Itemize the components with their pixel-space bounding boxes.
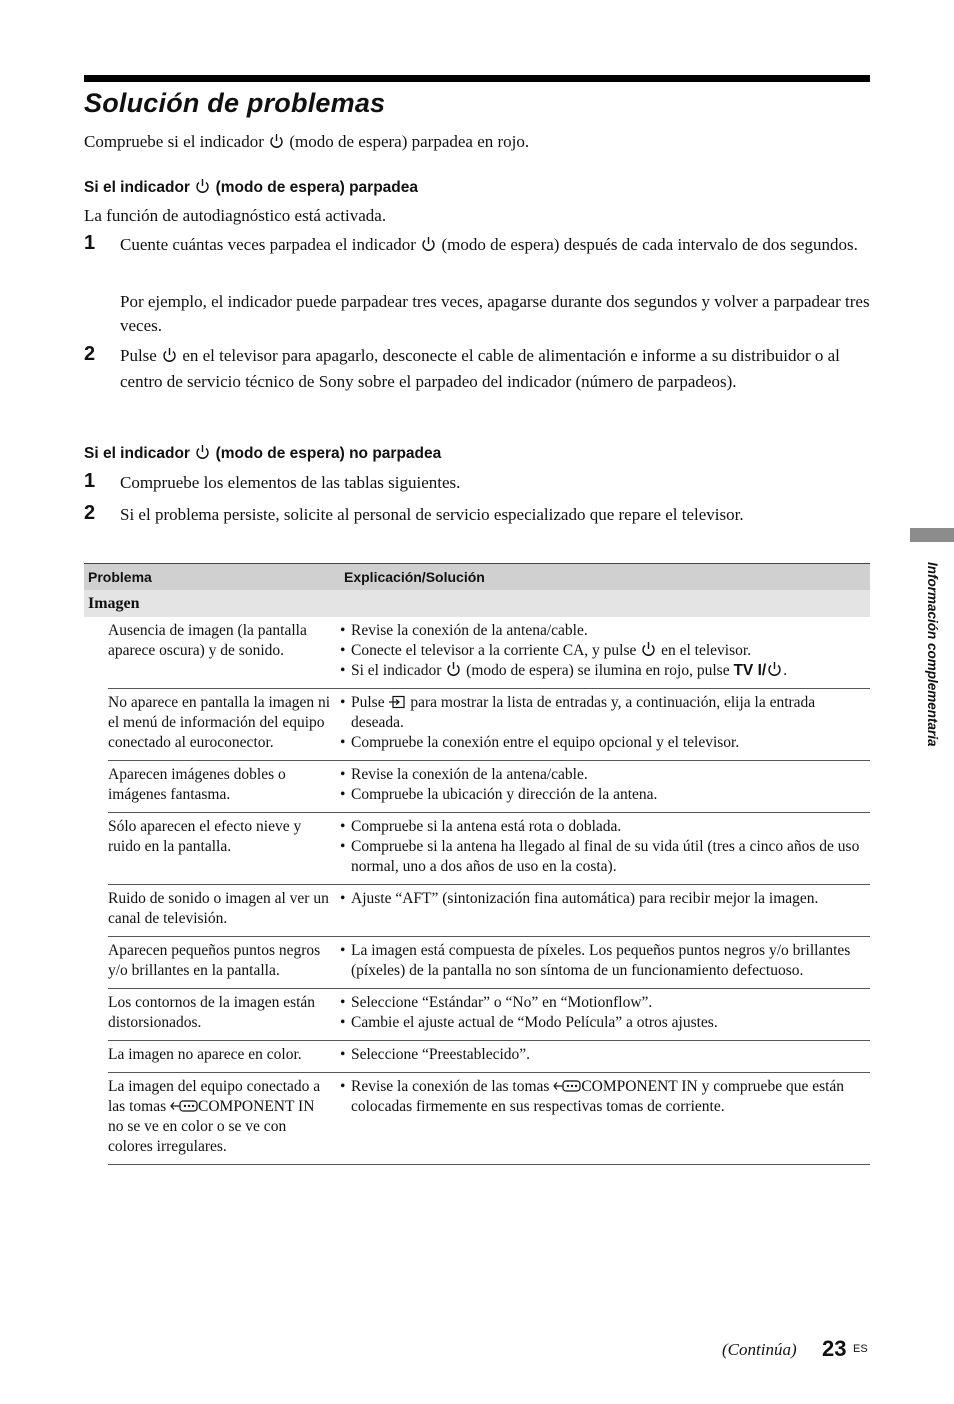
- section2-step2: Si el problema persiste, solicite al personal de servicio especializado que repare el televisor.: [120, 505, 744, 524]
- solution-item: • Compruebe si la antena está rota o doblada.: [340, 817, 870, 837]
- solution-item: • Seleccione “Estándar” o “No” en “Motionflow”.: [340, 993, 870, 1013]
- step-number: 2: [84, 502, 96, 524]
- language-code: ES: [853, 1343, 868, 1355]
- component-jack-icon: [170, 1099, 198, 1113]
- solution-item: • Pulse para mostrar la lista de entradas y, a continuación, elija la entrada deseada.: [340, 693, 870, 733]
- problem-cell: Aparecen imágenes dobles o imágenes fantasma.: [108, 761, 340, 813]
- power-icon: [641, 641, 656, 657]
- solution-item: • Cambie el ajuste actual de “Modo Película” a otros ajustes.: [340, 1013, 870, 1033]
- problem-cell: Sólo aparecen el efecto nieve y ruido en la pantalla.: [108, 813, 340, 885]
- section2-step1: Compruebe los elementos de las tablas siguientes.: [120, 473, 461, 492]
- power-icon: [269, 133, 284, 149]
- problem-cell: La imagen del equipo conectado a las tomas COMPONENT IN no se ve en color o se ve con colores irregulares.: [108, 1073, 340, 1165]
- col-header-problem: Problema: [84, 564, 340, 591]
- solution-item: • Compruebe la ubicación y dirección de la antena.: [340, 785, 870, 805]
- solution-cell: [340, 1041, 870, 1073]
- problem-cell: La imagen no aparece en color.: [108, 1041, 340, 1073]
- section1-lead: La función de autodiagnóstico está activada.: [84, 206, 387, 225]
- solution-item: • Revise la conexión de la antena/cable.: [340, 765, 870, 785]
- table-row: [84, 689, 870, 761]
- solution-item: • Si el indicador (modo de espera) se ilumina en rojo, pulse TV I/ .: [340, 661, 870, 681]
- page-number: 23: [822, 1336, 847, 1361]
- section-tab-marker: [910, 528, 954, 542]
- table-row: [84, 761, 870, 813]
- table-row: [84, 937, 870, 989]
- solution-item: • Compruebe si la antena ha llegado al final de su vida útil (tres a cinco años de uso normal, uno a dos años de uso en la costa).: [340, 837, 870, 877]
- solution-item: • Ajuste “AFT” (sintonización fina automática) para recibir mejor la imagen.: [340, 889, 870, 909]
- problem-cell: Los contornos de la imagen están distorsionados.: [108, 989, 340, 1041]
- tv-power-key-label: TV I/: [733, 662, 767, 679]
- power-icon: [421, 236, 436, 252]
- component-jack-icon: [553, 1079, 581, 1093]
- power-icon: [195, 178, 210, 194]
- table-row: [84, 813, 870, 885]
- intro-text: Compruebe si el indicador (modo de espera) parpadea en rojo.: [84, 132, 530, 151]
- problem-cell: Ausencia de imagen (la pantalla aparece oscura) y de sonido.: [108, 617, 340, 689]
- table-row: [84, 989, 870, 1041]
- problem-cell: Ruido de sonido o imagen al ver un canal de televisión.: [108, 885, 340, 937]
- title-rule: [84, 75, 870, 82]
- solution-cell: [340, 761, 870, 813]
- step-number: 2: [84, 343, 96, 365]
- category-row: Imagen: [84, 590, 870, 617]
- table-row: [84, 1041, 870, 1073]
- step-number: 1: [84, 232, 96, 254]
- solution-item: • Revise la conexión de las tomas COMPONENT IN y compruebe que están colocadas firmemente en sus respectivas tomas de corriente.: [340, 1077, 870, 1117]
- section1-step1-note: Por ejemplo, el indicador puede parpadear tres veces, apagarse durante dos segundos y volver a parpadear tres veces.: [120, 292, 870, 335]
- section2-heading: Si el indicador (modo de espera) no parpadea: [84, 445, 442, 462]
- solution-item: • Revise la conexión de la antena/cable.: [340, 621, 870, 641]
- power-icon: [162, 347, 177, 363]
- side-section-label: Información complementaria: [925, 562, 940, 747]
- solution-cell: [340, 989, 870, 1041]
- solution-cell: [340, 689, 870, 761]
- table-row: [84, 885, 870, 937]
- section1-step1: Cuente cuántas veces parpadea el indicador (modo de espera) después de cada intervalo de dos segundos.: [120, 235, 858, 254]
- input-select-icon: [388, 695, 406, 709]
- table-row: [84, 617, 870, 689]
- power-icon: [446, 661, 461, 677]
- power-icon: [195, 444, 210, 460]
- table-row: [84, 1073, 870, 1165]
- solution-item: • La imagen está compuesta de píxeles. Los pequeños puntos negros y/o brillantes (píxeles) de la pantalla no son síntoma de un funcionamiento defectuoso.: [340, 941, 870, 981]
- section1-heading: Si el indicador (modo de espera) parpadea: [84, 179, 418, 196]
- solution-item: • Conecte el televisor a la corriente CA, y pulse en el televisor.: [340, 641, 870, 661]
- continued-label: (Continúa): [722, 1340, 797, 1359]
- solution-item: • Seleccione “Preestablecido”.: [340, 1045, 870, 1065]
- solution-cell: [340, 1073, 870, 1165]
- step-number: 1: [84, 470, 96, 492]
- troubleshooting-table: [84, 563, 870, 1165]
- solution-item: • Compruebe la conexión entre el equipo opcional y el televisor.: [340, 733, 870, 753]
- page-title: Solución de problemas: [84, 88, 386, 118]
- solution-cell: [340, 885, 870, 937]
- solution-cell: [340, 813, 870, 885]
- section1-step2: Pulse en el televisor para apagarlo, desconecte el cable de alimentación e informe a su distribuidor o al centro de servicio técnico de Sony sobre el parpadeo del indicador (número de parpadeos).: [120, 346, 840, 391]
- power-icon: [767, 661, 782, 677]
- solution-cell: [340, 617, 870, 689]
- solution-cell: [340, 937, 870, 989]
- col-header-solution: Explicación/Solución: [340, 564, 870, 591]
- problem-cell: Aparecen pequeños puntos negros y/o brillantes en la pantalla.: [108, 937, 340, 989]
- problem-cell: No aparece en pantalla la imagen ni el menú de información del equipo conectado al euroconector.: [108, 689, 340, 761]
